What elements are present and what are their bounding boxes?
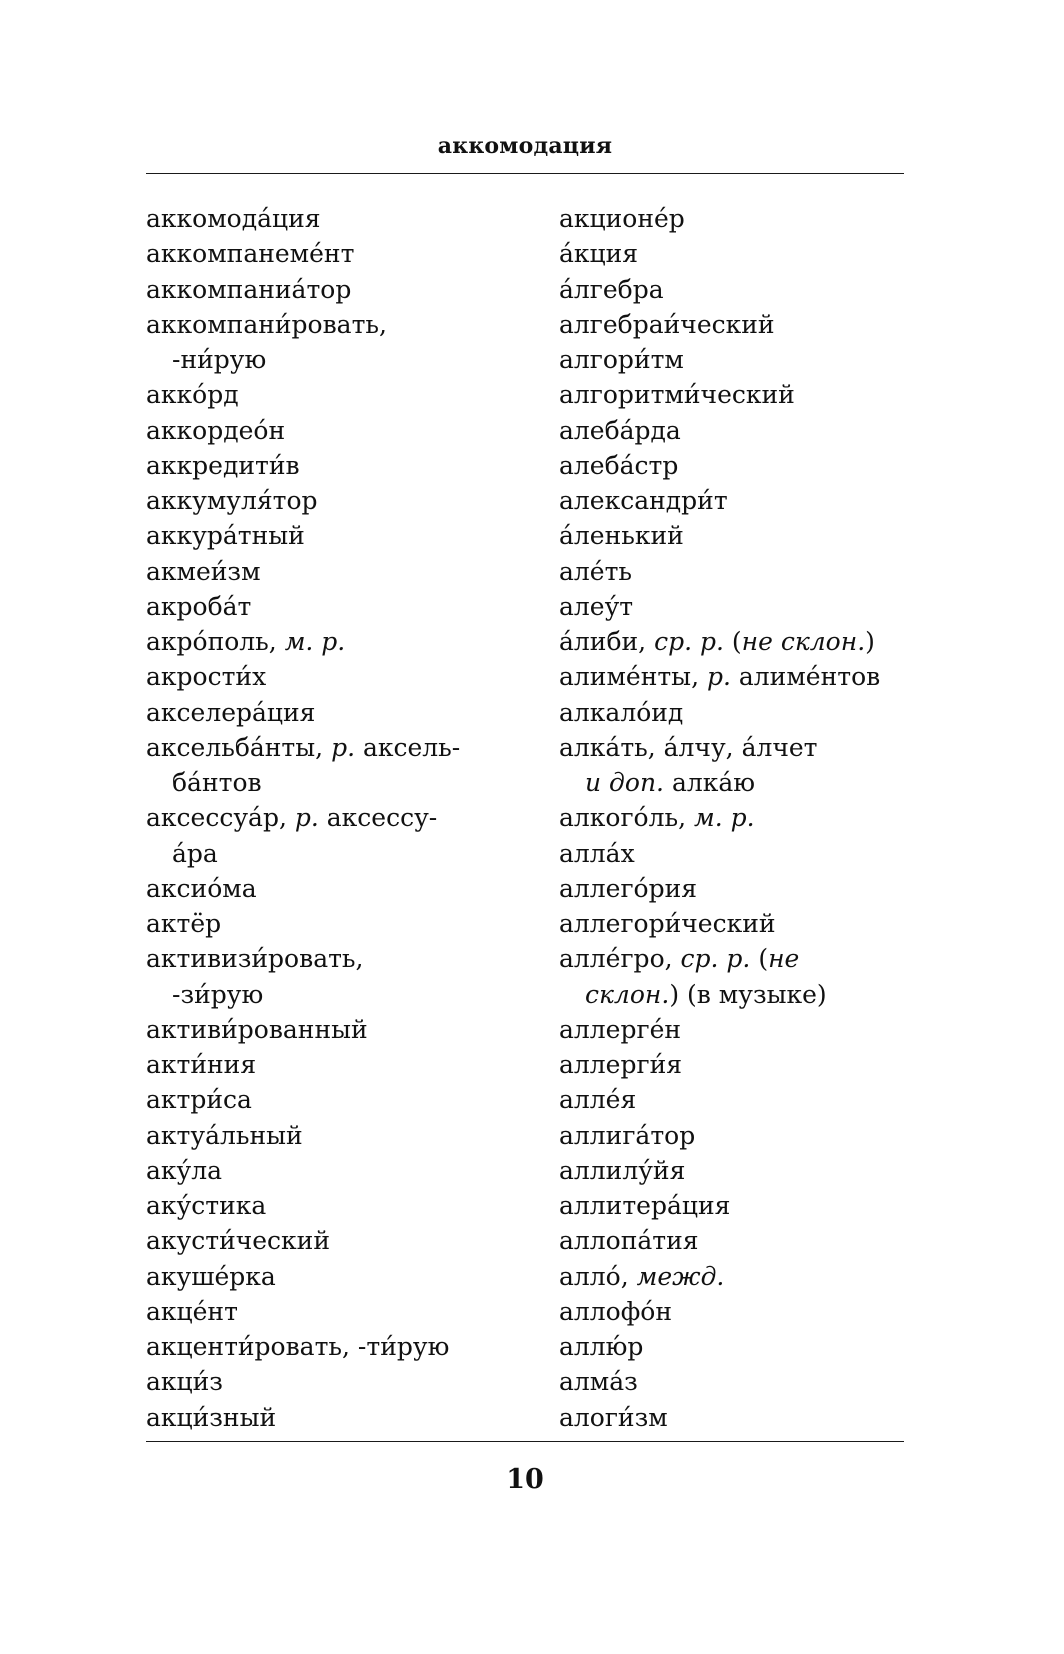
dictionary-entry (559, 1294, 880, 1329)
entry-text: аккомпаниа́тор (146, 274, 352, 304)
entry-text: а́либи, (559, 627, 655, 656)
entry-text: аксель- (355, 732, 461, 762)
dictionary-entry (146, 518, 460, 553)
dictionary-entry (559, 377, 880, 412)
entry-text: актёр (146, 909, 222, 938)
entry-text: ( (723, 627, 742, 656)
dictionary-entry (559, 1082, 880, 1117)
dictionary-entry (146, 448, 460, 483)
entry-text: алгебраи́ческий (559, 309, 775, 339)
entry-text: аккомпани́ровать, (146, 309, 387, 339)
entry-text: алле́я (559, 1085, 637, 1115)
entry-text: аллерги́я (559, 1050, 682, 1079)
entry-text: алка́ть, а́лчу, а́лчет (559, 732, 818, 762)
dictionary-entry (146, 236, 460, 271)
dictionary-entry (559, 906, 880, 941)
entry-text: ) (в музыке) (669, 979, 827, 1009)
entry-text: алеу́т (559, 591, 634, 621)
dictionary-entry (146, 413, 460, 448)
dictionary-entry (559, 941, 880, 976)
dictionary-entry (559, 730, 880, 765)
entry-text: акци́зный (146, 1402, 277, 1432)
entry-text: акционе́р (559, 204, 685, 233)
dictionary-entry (559, 1329, 880, 1364)
entry-text: активи́рованный (146, 1014, 368, 1044)
grammar-note: р. (331, 732, 356, 762)
entry-text: александри́т (559, 486, 728, 515)
entry-text: акце́нт (146, 1296, 238, 1326)
entry-text: алкого́ль, (559, 803, 694, 833)
entry-text: аккредити́в (146, 450, 300, 480)
dictionary-entry (559, 554, 880, 589)
dictionary-entry (146, 307, 460, 342)
dictionary-entry (559, 800, 880, 835)
entry-text: аккомпанеме́нт (146, 239, 355, 269)
entry-text: алгори́тм (559, 345, 684, 374)
dictionary-entry (146, 1364, 460, 1399)
dictionary-entry (146, 1153, 460, 1188)
dictionary-entry (559, 1118, 880, 1153)
entry-text: акко́рд (146, 380, 239, 410)
dictionary-entry (559, 1364, 880, 1399)
entry-text: аллегори́ческий (559, 909, 776, 938)
entry-continuation (146, 836, 460, 871)
entry-text: аку́стика (146, 1191, 267, 1220)
grammar-note: склон. (585, 979, 670, 1009)
dictionary-entry (146, 871, 460, 906)
entry-text: а́кция (559, 239, 639, 269)
dictionary-entry (146, 554, 460, 589)
dictionary-entry (146, 1012, 460, 1047)
dictionary-entry (146, 659, 460, 694)
entry-text: аккура́тный (146, 521, 305, 551)
dictionary-entry (559, 307, 880, 342)
entry-text: аксио́ма (146, 873, 257, 903)
dictionary-entry (559, 413, 880, 448)
dictionary-entry (559, 1400, 880, 1435)
entry-text: -зи́рую (172, 979, 264, 1009)
grammar-note: и доп. (585, 768, 664, 797)
entry-text: актри́са (146, 1085, 252, 1115)
dictionary-entry (559, 342, 880, 377)
dictionary-entry (146, 201, 460, 236)
entry-text: акци́з (146, 1367, 223, 1397)
entry-text: аллига́тор (559, 1120, 696, 1150)
dictionary-entry (559, 483, 880, 518)
grammar-note: ср. р. (654, 627, 724, 656)
grammar-note: не (768, 944, 800, 974)
dictionary-entry (146, 695, 460, 730)
entry-text: акти́ния (146, 1050, 257, 1079)
entry-text: ба́нтов (172, 768, 262, 797)
dictionary-entry (559, 201, 880, 236)
dictionary-entry (559, 1047, 880, 1082)
entry-text: аллю́р (559, 1332, 644, 1361)
entry-text: алма́з (559, 1367, 638, 1397)
page-number: 10 (506, 1464, 544, 1495)
dictionary-entry (559, 236, 880, 271)
dictionary-entry (559, 272, 880, 307)
entry-continuation (146, 765, 460, 800)
dictionary-entry (146, 483, 460, 518)
entry-text: акценти́ровать, -ти́рую (146, 1332, 450, 1361)
dictionary-entry (146, 1223, 460, 1258)
dictionary-column-right (559, 201, 880, 1435)
entry-text: алоги́зм (559, 1402, 668, 1432)
entry-text: а́лгебра (559, 274, 664, 304)
dictionary-entry (146, 1118, 460, 1153)
entry-text: аксессу- (318, 803, 438, 833)
dictionary-entry (559, 518, 880, 553)
dictionary-entry (146, 1294, 460, 1329)
grammar-note: не склон. (741, 627, 866, 656)
entry-text: аллего́рия (559, 873, 698, 903)
dictionary-entry (146, 1329, 460, 1364)
dictionary-entry (146, 272, 460, 307)
entry-text: ) (865, 627, 875, 656)
entry-text: алка́ю (664, 768, 756, 797)
grammar-note: р. (706, 662, 731, 692)
dictionary-entry (146, 941, 460, 976)
entry-text: алла́х (559, 838, 635, 868)
header-divider (146, 173, 904, 174)
entry-text: алло́, (559, 1261, 637, 1291)
entry-text: акселера́ция (146, 697, 316, 727)
dictionary-entry (559, 1012, 880, 1047)
entry-text: аккомода́ция (146, 204, 321, 233)
entry-text: ( (750, 944, 769, 974)
dictionary-entry (146, 1188, 460, 1223)
entry-text: акуше́рка (146, 1261, 276, 1291)
entry-text: алле́гро, (559, 944, 681, 974)
grammar-note: м. р. (694, 803, 755, 833)
dictionary-entry (146, 1082, 460, 1117)
dictionary-entry (146, 1259, 460, 1294)
entry-text: активизи́ровать, (146, 944, 364, 974)
grammar-note: межд. (636, 1261, 725, 1291)
entry-text: алкало́ид (559, 697, 684, 727)
entry-text: акмеи́зм (146, 556, 261, 586)
dictionary-entry (146, 730, 460, 765)
dictionary-entry (559, 1153, 880, 1188)
entry-text: аккордео́н (146, 415, 286, 445)
dictionary-entry (559, 871, 880, 906)
entry-text: -ни́рую (172, 345, 267, 374)
entry-text: акрости́х (146, 662, 267, 692)
dictionary-entry (559, 695, 880, 730)
dictionary-entry (146, 1400, 460, 1435)
entry-text: аккумуля́тор (146, 486, 318, 515)
dictionary-entry (559, 1259, 880, 1294)
dictionary-entry (146, 589, 460, 624)
entry-text: алиме́нтов (730, 662, 881, 692)
dictionary-column-left (146, 201, 460, 1435)
entry-text: аксельба́нты, (146, 732, 332, 762)
dictionary-entry (146, 377, 460, 412)
entry-text: аллопа́тия (559, 1226, 699, 1256)
running-head: аккомодация (437, 133, 613, 159)
footer-divider (146, 1441, 904, 1442)
dictionary-entry (146, 800, 460, 835)
entry-text: алгоритми́ческий (559, 380, 795, 410)
entry-text: актуа́льный (146, 1120, 303, 1150)
entry-continuation (559, 977, 880, 1012)
entry-text: але́ть (559, 556, 633, 586)
grammar-note: р. (294, 803, 319, 833)
entry-text: аллофо́н (559, 1296, 673, 1326)
dictionary-entry (146, 624, 460, 659)
entry-continuation (559, 765, 880, 800)
entry-text: алеба́рда (559, 415, 681, 445)
grammar-note: м. р. (284, 627, 346, 656)
dictionary-entry (559, 624, 880, 659)
entry-text: аку́ла (146, 1155, 223, 1185)
entry-text: аллитера́ция (559, 1191, 731, 1220)
grammar-note: ср. р. (680, 944, 751, 974)
entry-text: а́ленький (559, 521, 684, 551)
dictionary-entry (146, 1047, 460, 1082)
dictionary-entry (559, 589, 880, 624)
entry-text: акусти́ческий (146, 1226, 331, 1256)
dictionary-entry (559, 1188, 880, 1223)
dictionary-entry (146, 906, 460, 941)
entry-text: аллерге́н (559, 1014, 682, 1044)
entry-text: алеба́стр (559, 450, 679, 480)
dictionary-entry (559, 659, 880, 694)
entry-continuation (146, 342, 460, 377)
dictionary-entry (559, 448, 880, 483)
entry-text: акро́поль, (146, 627, 285, 656)
dictionary-entry (559, 836, 880, 871)
entry-continuation (146, 977, 460, 1012)
entry-text: акроба́т (146, 591, 252, 621)
entry-text: а́ра (172, 838, 218, 868)
entry-text: алиме́нты, (559, 662, 707, 692)
entry-text: аллилу́йя (559, 1155, 686, 1185)
entry-text: аксессуа́р, (146, 803, 295, 833)
dictionary-entry (559, 1223, 880, 1258)
